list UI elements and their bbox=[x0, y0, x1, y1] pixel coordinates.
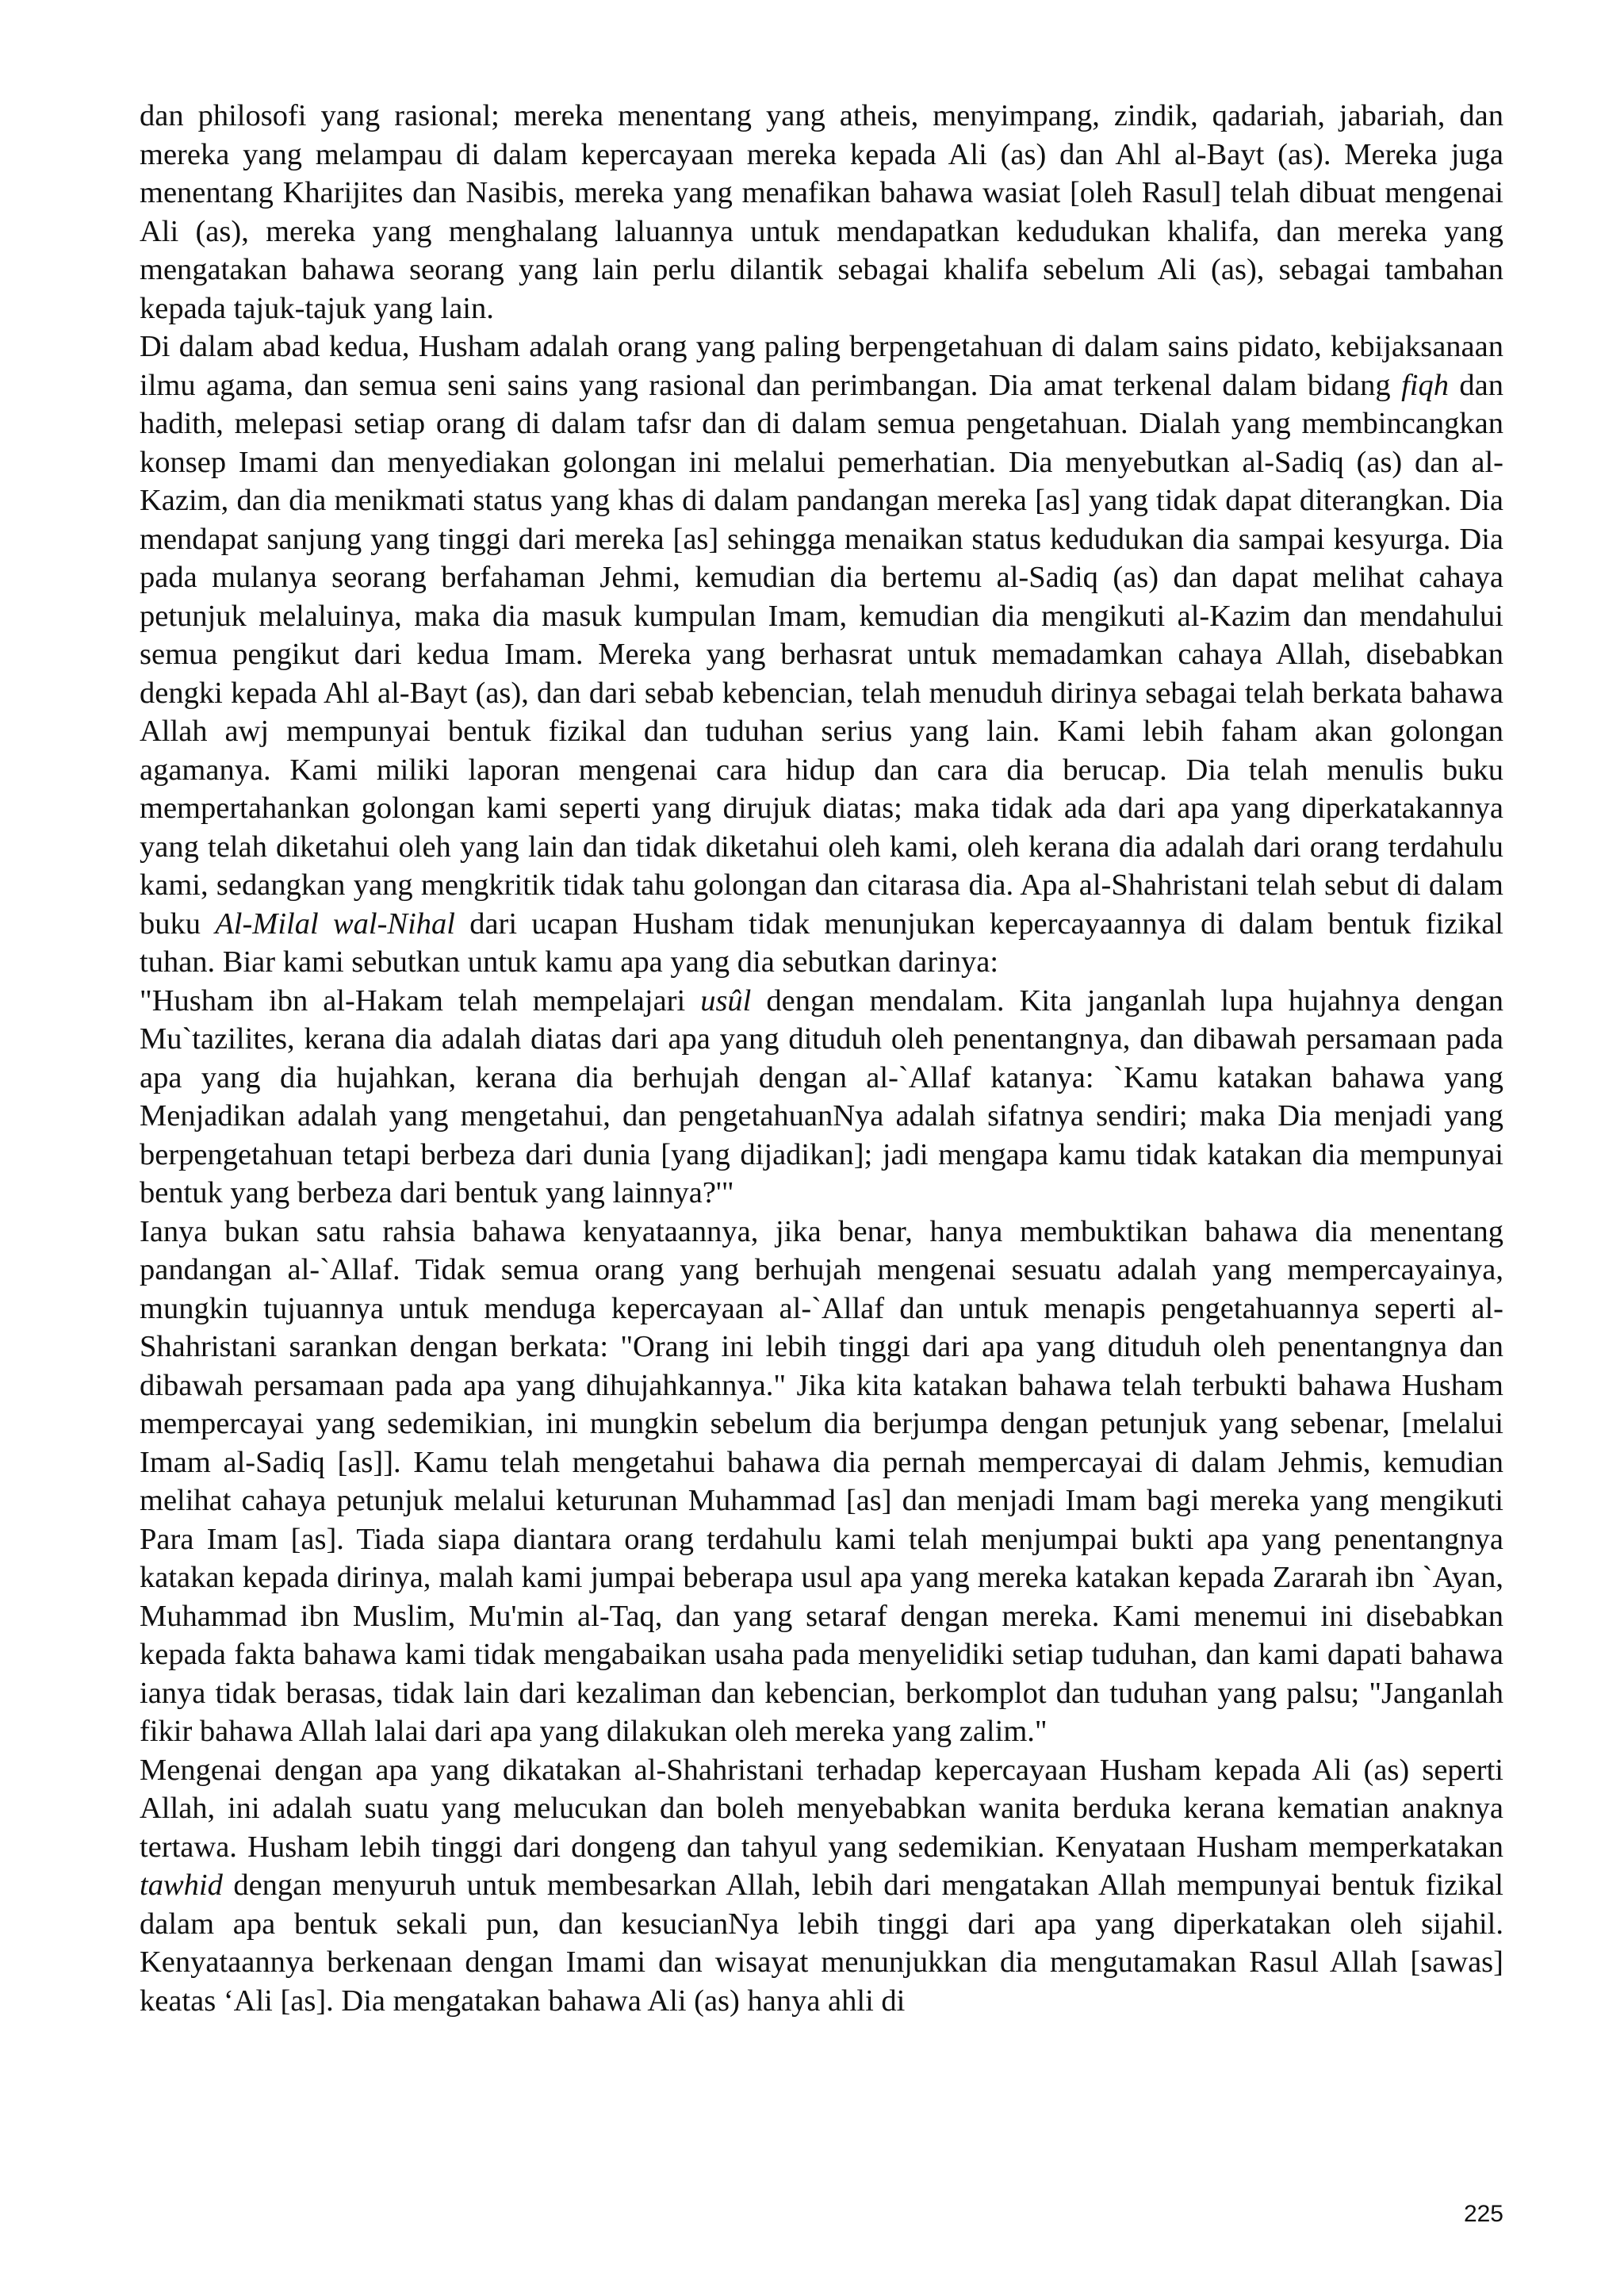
text-run: Mengenai dengan apa yang dikatakan al-Shahristani terhadap kepercayaan Husham kepada Ali (as) seperti Allah, ini adalah suatu yang melucukan dan boleh menyebabkan wanita berduka kerana kematian anaknya tertawa. Husham lebih tinggi dari dongeng dan tahyul yang sedemikian. Kenyataan Husham memperkatakan bbox=[140, 1753, 1503, 1864]
italic-term-usul: usûl bbox=[700, 983, 752, 1018]
text-run: dan philosofi yang rasional; mereka menentang yang atheis, menyimpang, zindik, qadariah, jabariah, dan mereka yang melampau di dalam kepercayaan mereka kepada Ali (as) dan Ahl al-Bayt (as). Mereka juga menentang Kharijites dan Nasibis, mereka yang menafikan bahawa wasiat [oleh Rasul] telah dibuat mengenai Ali (as), mereka yang menghalang laluannya untuk mendapatkan kedudukan khalifa, dan mereka yang mengatakan bahawa seorang yang lain perlu dilantik sebagai khalifa sebelum Ali (as), sebagai tambahan kepada tajuk-tajuk yang lain. bbox=[140, 99, 1503, 325]
text-run: Di dalam abad kedua, Husham adalah orang yang paling berpengetahuan di dalam sains pidato, kebijaksanaan ilmu agama, dan semua seni sains yang rasional dan perimbangan. Dia amat terkenal dalam bidang bbox=[140, 330, 1503, 402]
page-number: 225 bbox=[1463, 2201, 1503, 2227]
paragraph-3-quote bbox=[140, 982, 1503, 1213]
italic-book-title: Al-Milal wal-Nihal bbox=[215, 907, 455, 941]
paragraph-1 bbox=[140, 97, 1503, 328]
text-run: dengan mendalam. Kita janganlah lupa hujahnya dengan Mu`tazilites, kerana dia adalah diatas dari apa yang dituduh oleh penentangnya, dan dibawah persamaan pada apa yang dia hujahkan, kerana dia berhujah dengan al-`Allaf katanya: `Kamu katakan bahawa yang Menjadikan adalah yang mengetahui, dan pengetahuanNya adalah sifatnya sendiri; maka Dia menjadi yang berpengetahuan tetapi berbeza dari dunia [yang dijadikan]; jadi mengapa kamu tidak katakan dia mempunyai bentuk yang berbeza dari bentuk yang lainnya?'" bbox=[140, 983, 1503, 1209]
italic-term-fiqh: fiqh bbox=[1401, 368, 1449, 402]
paragraph-5 bbox=[140, 1751, 1503, 2021]
text-run: dengan menyuruh untuk membesarkan Allah, lebih dari mengatakan Allah mempunyai bentuk fizikal dalam apa bentuk sekali pun, dan kesucianNya lebih tinggi dari apa yang diperkatakan oleh sijahil. Kenyataannya berkenaan dengan Imami dan wisayat menunjukkan dia mengutamakan Rasul Allah [sawas] keatas ‘Ali [as]. Dia mengatakan bahawa Ali (as) hanya ahli di bbox=[140, 1869, 1503, 2018]
text-run: "Husham ibn al-Hakam telah mempelajari bbox=[140, 983, 701, 1018]
italic-term-tawhid: tawhid bbox=[140, 1869, 223, 1902]
text-run: Ianya bukan satu rahsia bahawa kenyataannya, jika benar, hanya membuktikan bahawa dia menentang pandangan al-`Allaf. Tidak semua orang yang berhujah mengenai sesuatu adalah yang mempercayainya, mungkin tujuannya untuk menduga kepercayaan al-`Allaf dan untuk menapis pengetahuannya seperti al-Shahristani sarankan dengan berkata: "Orang ini lebih tinggi dari apa yang dituduh oleh penentangnya dan dibawah persamaan pada apa yang dihujahkannya." Jika kita katakan bahawa telah terbukti bahawa Husham mempercayai yang sedemikian, ini mungkin sebelum dia berjumpa dengan petunjuk yang sebenar, [melalui Imam al-Sadiq [as]]. Kamu telah mengetahui bahawa dia pernah mempercayai di dalam Jehmis, kemudian melihat cahaya petunjuk melalui keturunan Muhammad [as] dan menjadi Imam bagi mereka yang mengikuti Para Imam [as]. Tiada siapa diantara orang terdahulu kami telah menjumpai bukti apa yang penentangnya katakan kepada dirinya, malah kami jumpai beberapa usul apa yang mereka katakan kepada Zararah ibn `Ayan, Muhammad ibn Muslim, Mu'min al-Taq, dan yang setaraf dengan mereka. Kami menemui ini disebabkan kepada fakta bahawa kami tidak mengabaikan usaha pada menyelidiki setiap tuduhan, dan kami dapati bahawa ianya tidak berasas, tidak lain dari kezaliman dan kebencian, berkomplot dan tuduhan yang palsu; "Janganlah fikir bahawa Allah lalai dari apa yang dilakukan oleh mereka yang zalim." bbox=[140, 1214, 1503, 1748]
text-run: dari ucapan Husham tidak menunjukan kepercayaannya di dalam bentuk fizikal tuhan. Biar kami sebutkan untuk kamu apa yang dia sebutkan darinya: bbox=[140, 907, 1503, 979]
paragraph-4 bbox=[140, 1213, 1503, 1751]
text-run: dan hadith, melepasi setiap orang di dalam tafsr dan di dalam semua pengetahuan. Dialah yang membincangkan konsep Imami dan menyediakan golongan ini melalui pemerhatian. Dia menyebutkan al-Sadiq (as) dan al-Kazim, dan dia menikmati status yang khas di dalam pandangan mereka [as] yang tidak dapat diterangkan. Dia mendapat sanjung yang tinggi dari mereka [as] sehingga menaikan status kedudukan dia sampai kesyurga. Dia pada mulanya seorang berfahaman Jehmi, kemudian dia bertemu al-Sadiq (as) dan dapat melihat cahaya petunjuk melaluinya, maka dia masuk kumpulan Imam, kemudian dia mengikuti al-Kazim dan mendahului semua pengikut dari kedua Imam. Mereka yang berhasrat untuk memadamkan cahaya Allah, disebabkan dengki kepada Ahl al-Bayt (as), dan dari sebab kebencian, telah menuduh dirinya sebagai telah berkata bahawa Allah awj mempunyai bentuk fizikal dan tuduhan serius yang lain. Kami lebih faham akan golongan agamanya. Kami miliki laporan mengenai cara hidup dan cara dia berucap. Dia telah menulis buku mempertahankan golongan kami seperti yang dirujuk diatas; maka tidak ada dari apa yang diperkatakannya yang telah diketahui oleh yang lain dan tidak diketahui oleh kami, oleh kerana dia adalah dari orang terdahulu kami, sedangkan yang mengkritik tidak tahu golongan dan citarasa dia. Apa al-Shahristani telah sebut di dalam buku bbox=[140, 368, 1503, 941]
paragraph-2 bbox=[140, 328, 1503, 982]
body-text bbox=[140, 97, 1503, 2020]
